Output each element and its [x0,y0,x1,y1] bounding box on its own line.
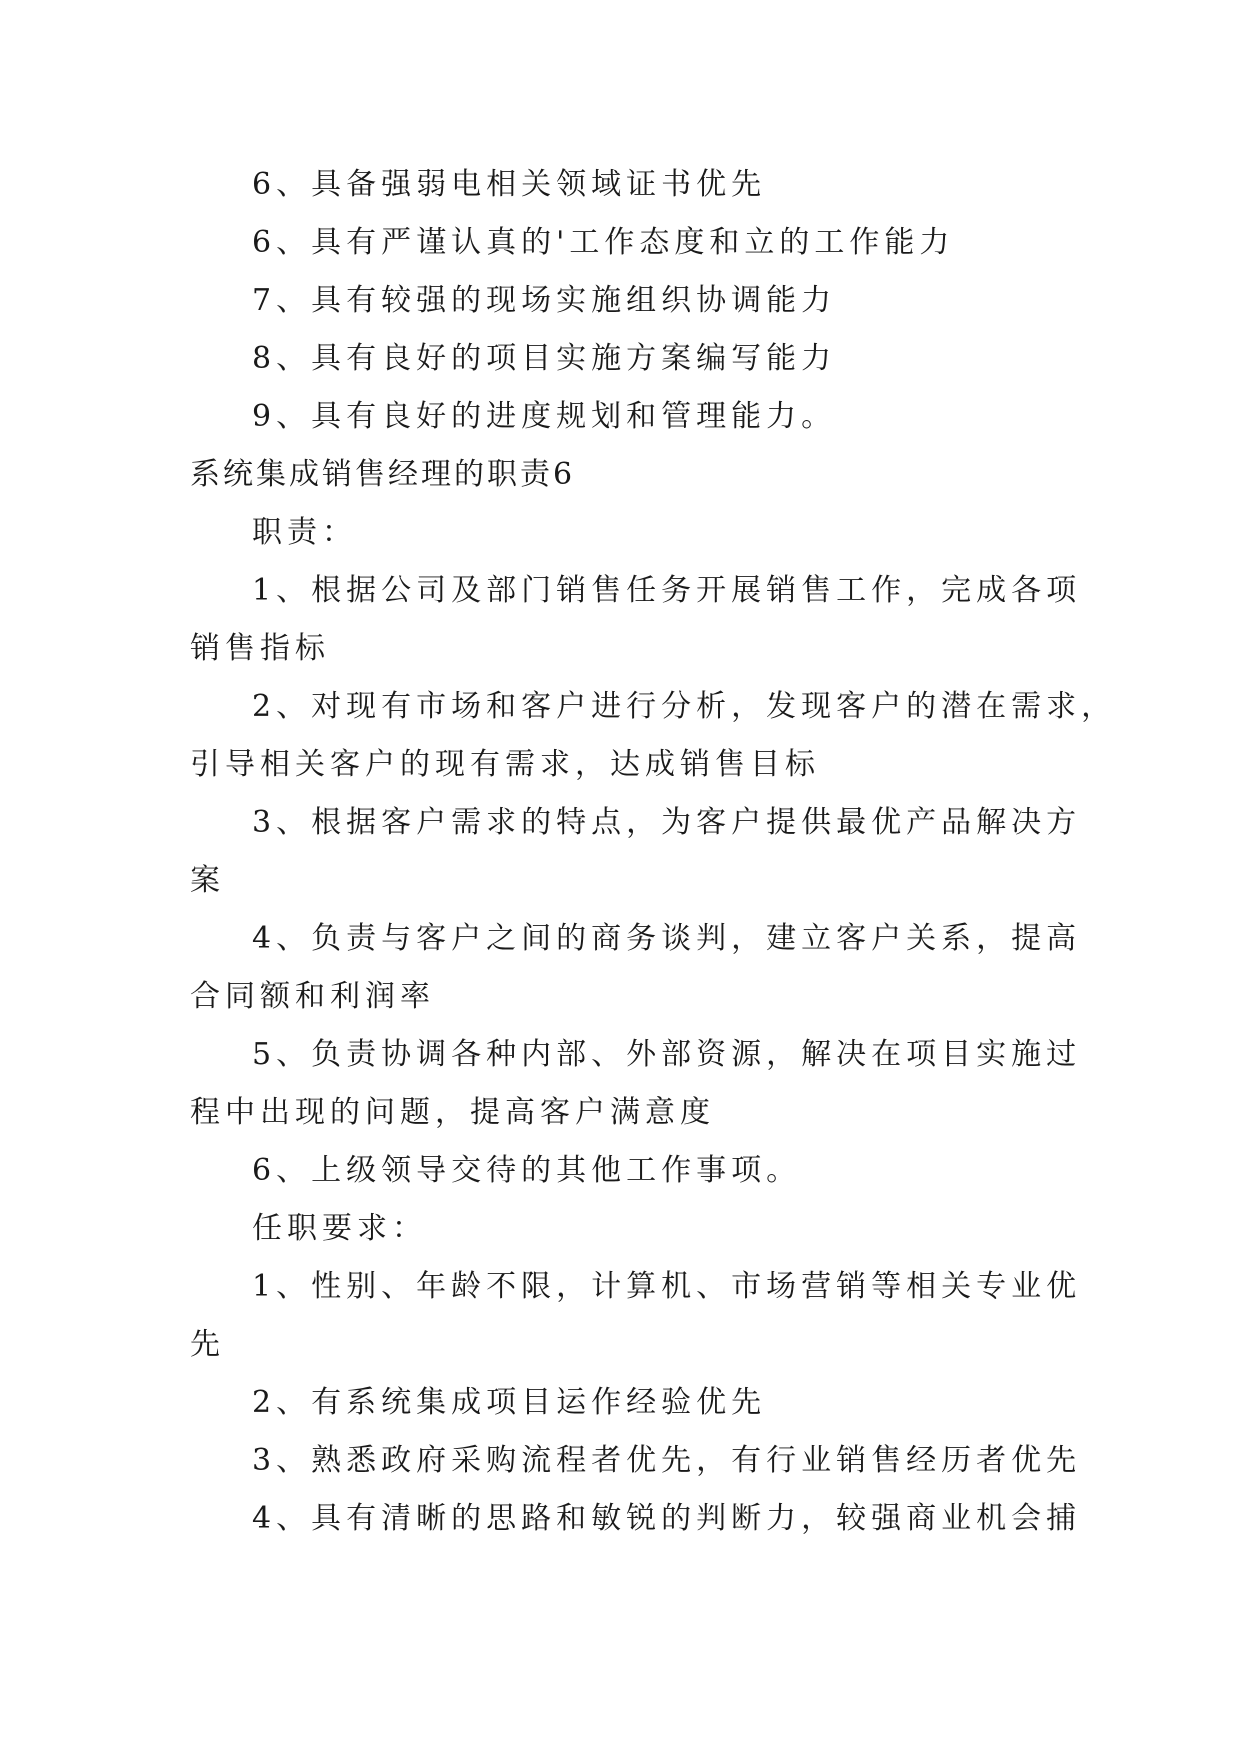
duty-5-line-2: 程中出现的问题，提高客户满意度 [190,1095,715,1130]
duty-5-line-1: 5、负责协调各种内部、外部资源，解决在项目实施过 [252,1037,1082,1072]
duties-label: 职责： [252,515,357,550]
duty-6: 6、上级领导交待的其他工作事项。 [252,1153,802,1188]
duty-1-line-2: 销售指标 [190,631,330,666]
requirement-1-line-1: 1、性别、年龄不限，计算机、市场营销等相关专业优 [252,1269,1082,1304]
requirements-label: 任职要求： [252,1211,427,1246]
requirement-6-certificate: 6、具备强弱电相关领域证书优先 [252,167,767,202]
duty-1-line-1: 1、根据公司及部门销售任务开展销售工作，完成各项 [252,573,1082,608]
duty-3-line-2: 案 [190,863,225,898]
duty-4-line-2: 合同额和利润率 [190,979,435,1014]
requirement-8-writing: 8、具有良好的项目实施方案编写能力 [252,341,837,376]
duty-2-line-2: 引导相关客户的现有需求，达成销售目标 [190,747,820,782]
duty-3-line-1: 3、根据客户需求的特点，为客户提供最优产品解决方 [252,805,1082,840]
requirement-2: 2、有系统集成项目运作经验优先 [252,1385,767,1420]
requirement-1-line-2: 先 [190,1327,225,1362]
requirement-9-planning: 9、具有良好的进度规划和管理能力。 [252,399,837,434]
duty-2-line-1: 2、对现有市场和客户进行分析，发现客户的潜在需求， [252,689,1117,724]
section-heading: 系统集成销售经理的职责6 [190,457,576,492]
requirement-7-coordination: 7、具有较强的现场实施组织协调能力 [252,283,837,318]
duty-4-line-1: 4、负责与客户之间的商务谈判，建立客户关系，提高 [252,921,1082,956]
requirement-4: 4、具有清晰的思路和敏锐的判断力，较强商业机会捕 [252,1501,1082,1536]
requirement-3: 3、熟悉政府采购流程者优先，有行业销售经历者优先 [252,1443,1082,1478]
requirement-6-attitude: 6、具有严谨认真的'工作态度和立的工作能力 [252,225,955,260]
